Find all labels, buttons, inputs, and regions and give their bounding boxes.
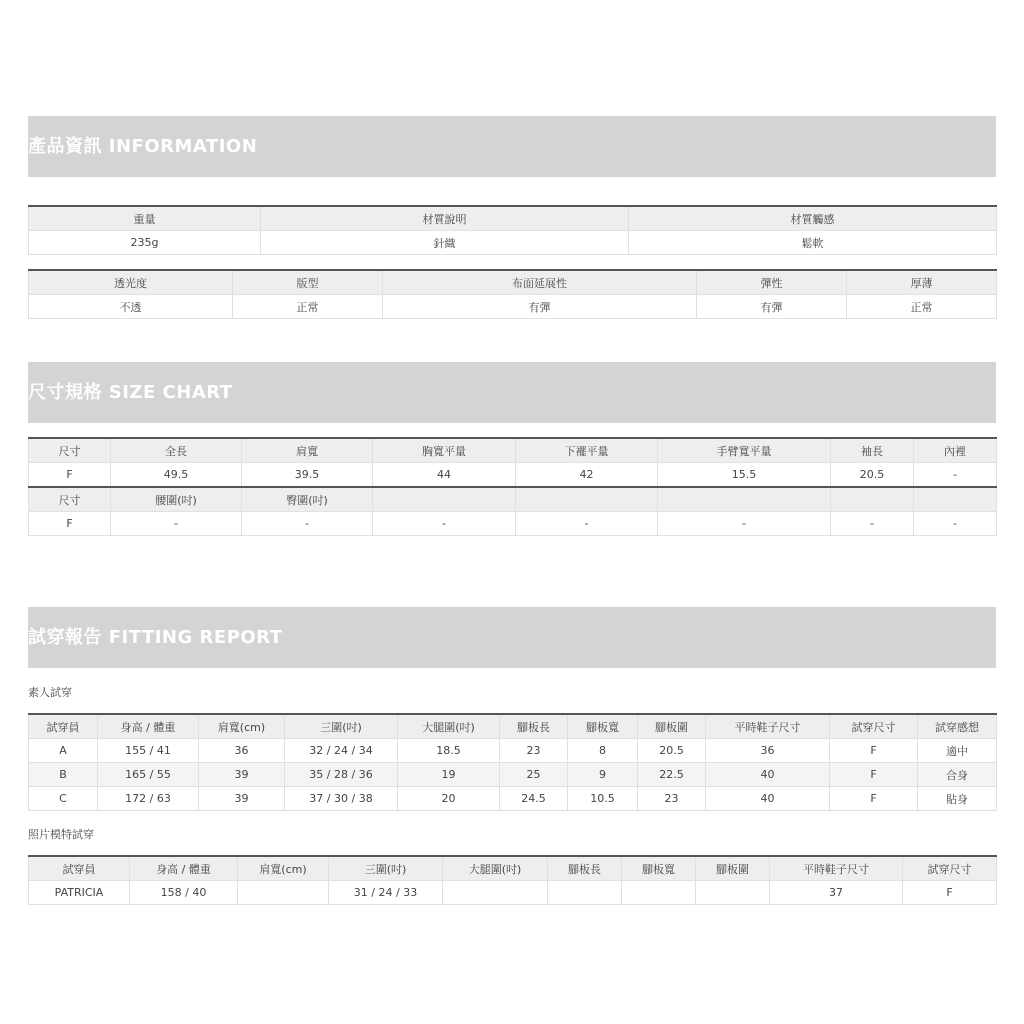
material-table-header <box>29 206 997 231</box>
table-cell: 10.5 <box>568 787 638 811</box>
table-row <box>29 763 997 787</box>
value-weight: 235g <box>29 231 261 255</box>
table-cell <box>696 881 770 905</box>
header-feedback: 試穿感想 <box>918 714 997 739</box>
header-stretch: 布面延展性 <box>383 270 697 295</box>
size-table-row-2 <box>29 512 997 536</box>
header-chest: 胸寬平量 <box>373 438 516 463</box>
value-thickness: 正常 <box>847 295 997 319</box>
table-cell: F <box>903 881 997 905</box>
table-cell: 25 <box>500 763 568 787</box>
header-shoulder: 肩寬 <box>242 438 373 463</box>
header-measurements: 三圍(吋) <box>285 714 398 739</box>
header-thigh: 大腿圍(吋) <box>443 856 548 881</box>
table-cell: 39.5 <box>242 463 373 488</box>
header-foot-width: 腳板寬 <box>568 714 638 739</box>
table-cell: 37 / 30 / 38 <box>285 787 398 811</box>
table-cell: 貼身 <box>918 787 997 811</box>
value-texture: 鬆軟 <box>629 231 997 255</box>
header-weight: 重量 <box>29 206 261 231</box>
value-stretch: 有彈 <box>383 295 697 319</box>
header-tried-size: 試穿尺寸 <box>903 856 997 881</box>
header-texture: 材質觸感 <box>629 206 997 231</box>
table-row <box>29 881 997 905</box>
info-section-title: 產品資訊 INFORMATION <box>28 116 996 177</box>
table-cell: F <box>830 763 918 787</box>
table-cell: - <box>242 512 373 536</box>
header-thigh: 大腿圍(吋) <box>398 714 500 739</box>
table-cell: 適中 <box>918 739 997 763</box>
table-cell: 20.5 <box>831 463 914 488</box>
table-cell <box>914 487 997 512</box>
amateur-fitting-table <box>28 713 997 811</box>
table-cell: 合身 <box>918 763 997 787</box>
table-cell: 36 <box>706 739 830 763</box>
table-cell <box>548 881 622 905</box>
header-lining: 內裡 <box>914 438 997 463</box>
table-cell: 32 / 24 / 34 <box>285 739 398 763</box>
header-shoulder-cm: 肩寬(cm) <box>238 856 329 881</box>
table-cell: 23 <box>500 739 568 763</box>
table-cell: 49.5 <box>111 463 242 488</box>
table-cell: 37 <box>770 881 903 905</box>
material-table-row <box>29 231 997 255</box>
table-cell: 36 <box>199 739 285 763</box>
table-cell: A <box>29 739 98 763</box>
table-cell: - <box>373 512 516 536</box>
table-cell <box>373 487 516 512</box>
table-cell: 18.5 <box>398 739 500 763</box>
table-cell: 19 <box>398 763 500 787</box>
header-thickness: 厚薄 <box>847 270 997 295</box>
table-cell: 35 / 28 / 36 <box>285 763 398 787</box>
table-cell <box>443 881 548 905</box>
table-cell: C <box>29 787 98 811</box>
table-row <box>29 787 997 811</box>
table-cell: 23 <box>638 787 706 811</box>
table-cell: 20 <box>398 787 500 811</box>
header-foot-length: 腳板長 <box>548 856 622 881</box>
header-size-2: 尺寸 <box>29 487 111 512</box>
table-cell <box>516 487 658 512</box>
fabric-table <box>28 269 997 319</box>
header-waist: 腰圍(吋) <box>111 487 242 512</box>
table-cell: 20.5 <box>638 739 706 763</box>
header-elasticity: 彈性 <box>697 270 847 295</box>
size-table-row <box>29 463 997 488</box>
fabric-table-row <box>29 295 997 319</box>
table-cell: - <box>111 512 242 536</box>
size-section-title: 尺寸規格 SIZE CHART <box>28 362 996 423</box>
fabric-table-header <box>29 270 997 295</box>
table-cell <box>831 487 914 512</box>
header-shoe-size: 平時鞋子尺寸 <box>770 856 903 881</box>
table-cell <box>658 487 831 512</box>
table-row <box>29 739 997 763</box>
model-fitting-table <box>28 855 997 905</box>
table-cell: - <box>831 512 914 536</box>
header-measurements: 三圍(吋) <box>329 856 443 881</box>
table-cell <box>622 881 696 905</box>
model-table-header <box>29 856 997 881</box>
table-cell: 39 <box>199 787 285 811</box>
table-cell: 31 / 24 / 33 <box>329 881 443 905</box>
header-height-weight: 身高 / 體重 <box>130 856 238 881</box>
header-opacity: 透光度 <box>29 270 233 295</box>
table-cell: F <box>830 787 918 811</box>
table-cell: F <box>830 739 918 763</box>
table-cell: F <box>29 512 111 536</box>
header-arm: 手臂寬平量 <box>658 438 831 463</box>
header-fit: 版型 <box>233 270 383 295</box>
header-foot-width: 腳板寬 <box>622 856 696 881</box>
table-cell <box>238 881 329 905</box>
header-tried-size: 試穿尺寸 <box>830 714 918 739</box>
table-cell: 40 <box>706 763 830 787</box>
header-height-weight: 身高 / 體重 <box>98 714 199 739</box>
table-cell: - <box>914 463 997 488</box>
table-cell: 9 <box>568 763 638 787</box>
fitting-section-title: 試穿報告 FITTING REPORT <box>28 607 996 668</box>
table-cell: 15.5 <box>658 463 831 488</box>
table-cell: B <box>29 763 98 787</box>
table-cell: F <box>29 463 111 488</box>
table-cell: 42 <box>516 463 658 488</box>
header-foot-girth: 腳板圍 <box>638 714 706 739</box>
amateur-fitting-label: 素人試穿 <box>28 686 72 699</box>
header-hem: 下襬平量 <box>516 438 658 463</box>
table-cell: PATRICIA <box>29 881 130 905</box>
size-table-header-2 <box>29 487 997 512</box>
header-size: 尺寸 <box>29 438 111 463</box>
amateur-table-header <box>29 714 997 739</box>
value-material: 針織 <box>261 231 629 255</box>
size-table-header <box>29 438 997 463</box>
table-cell: 155 / 41 <box>98 739 199 763</box>
size-table <box>28 437 997 536</box>
value-opacity: 不透 <box>29 295 233 319</box>
header-foot-girth: 腳板圍 <box>696 856 770 881</box>
table-cell: 22.5 <box>638 763 706 787</box>
table-cell: - <box>658 512 831 536</box>
table-cell: 44 <box>373 463 516 488</box>
value-fit: 正常 <box>233 295 383 319</box>
table-cell: 165 / 55 <box>98 763 199 787</box>
table-cell: 40 <box>706 787 830 811</box>
model-fitting-label: 照片模特試穿 <box>28 828 94 841</box>
header-tester: 試穿員 <box>29 856 130 881</box>
header-length: 全長 <box>111 438 242 463</box>
header-hip: 臀圍(吋) <box>242 487 373 512</box>
table-cell: 24.5 <box>500 787 568 811</box>
header-shoulder-cm: 肩寬(cm) <box>199 714 285 739</box>
table-cell: 39 <box>199 763 285 787</box>
table-cell: - <box>914 512 997 536</box>
header-shoe-size: 平時鞋子尺寸 <box>706 714 830 739</box>
header-sleeve: 袖長 <box>831 438 914 463</box>
table-cell: 158 / 40 <box>130 881 238 905</box>
header-tester: 試穿員 <box>29 714 98 739</box>
value-elasticity: 有彈 <box>697 295 847 319</box>
table-cell: 172 / 63 <box>98 787 199 811</box>
header-material: 材質說明 <box>261 206 629 231</box>
material-table <box>28 205 997 255</box>
table-cell: - <box>516 512 658 536</box>
table-cell: 8 <box>568 739 638 763</box>
header-foot-length: 腳板長 <box>500 714 568 739</box>
